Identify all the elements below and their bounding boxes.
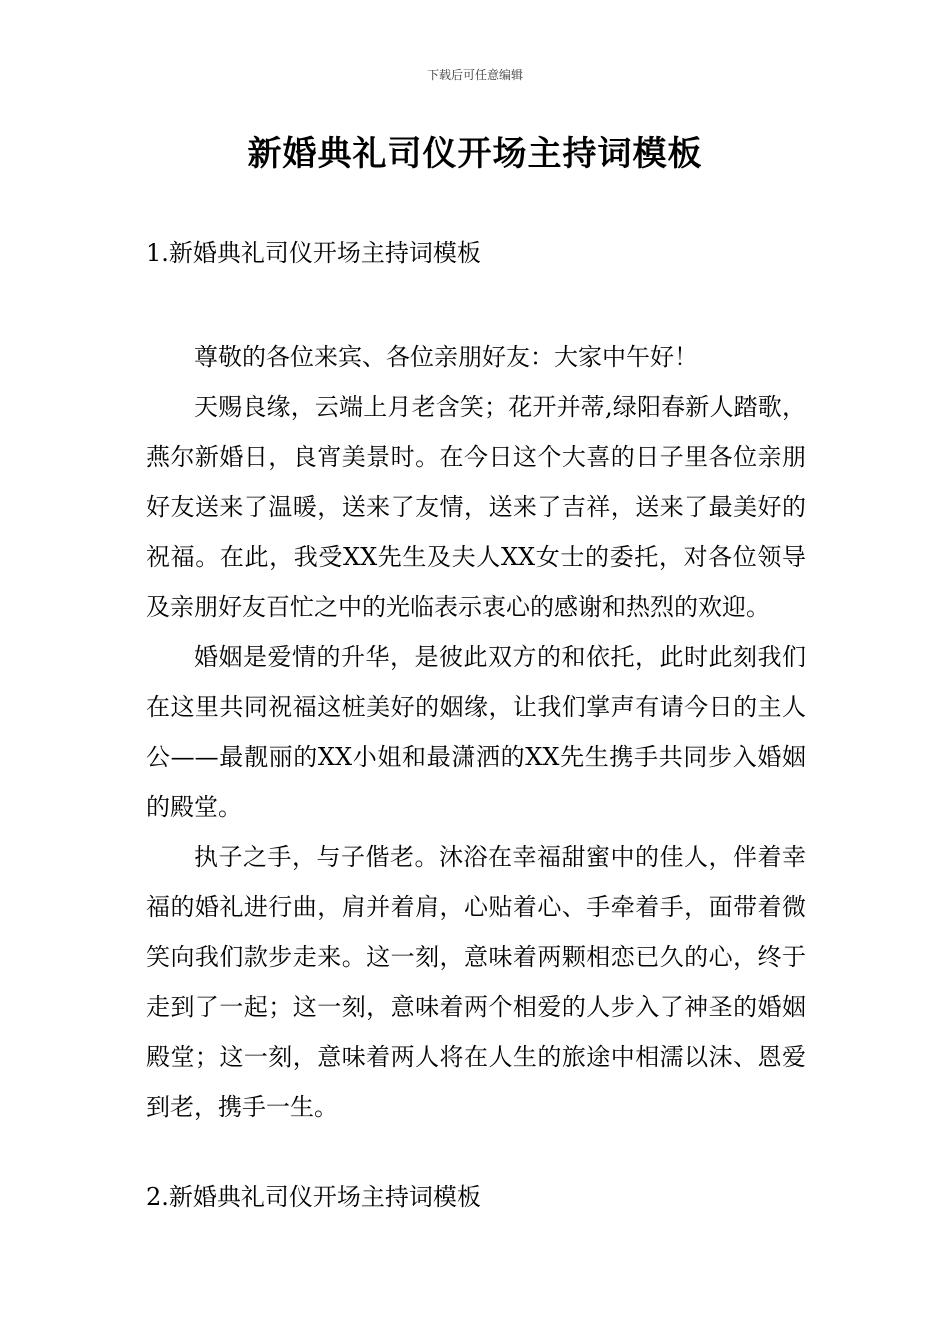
- section-heading-1: 1.新婚典礼司仪开场主持词模板: [146, 239, 481, 267]
- section-heading-2: 2.新婚典礼司仪开场主持词模板: [146, 1183, 481, 1211]
- paragraph-welcome: 天赐良缘，云端上月老含笑；花开并蒂,绿阳春新人踏歌，燕尔新婚日，良宵美景时。在今日这个大喜的日子里各位亲朋好友送来了温暖，送来了友情，送来了吉祥，送来了最美好的祝福。在此，我受XX先生及夫人XX女士的委托，对各位领导及亲朋好友百忙之中的光临表示衷心的感谢和热烈的欢迎。: [146, 393, 806, 621]
- paragraph-marriage: 婚姻是爱情的升华，是彼此双方的和依托，此时此刻我们在这里共同祝福这桩美好的姻缘，让我们掌声有请今日的主人公——最靓丽的XX小姐和最潇洒的XX先生携手共同步入婚姻的殿堂。: [146, 643, 806, 821]
- body-text: [146, 332, 806, 1132]
- paragraph-vows: 执子之手，与子偕老。沐浴在幸福甜蜜中的佳人，伴着幸福的婚礼进行曲，肩并着肩，心贴着心、手牵着手，面带着微笑向我们款步走来。这一刻，意味着两颗相恋已久的心，终于走到了一起；这一刻，意味着两个相爱的人步入了神圣的婚姻殿堂；这一刻，意味着两人将在人生的旅途中相濡以沫、恩爱到老，携手一生。: [146, 843, 806, 1121]
- document-title: 新婚典礼司仪开场主持词模板: [247, 134, 703, 174]
- paragraph-greeting: 尊敬的各位来宾、各位亲朋好友：大家中午好！: [194, 343, 698, 371]
- header-note: 下载后可任意编辑: [426, 68, 523, 82]
